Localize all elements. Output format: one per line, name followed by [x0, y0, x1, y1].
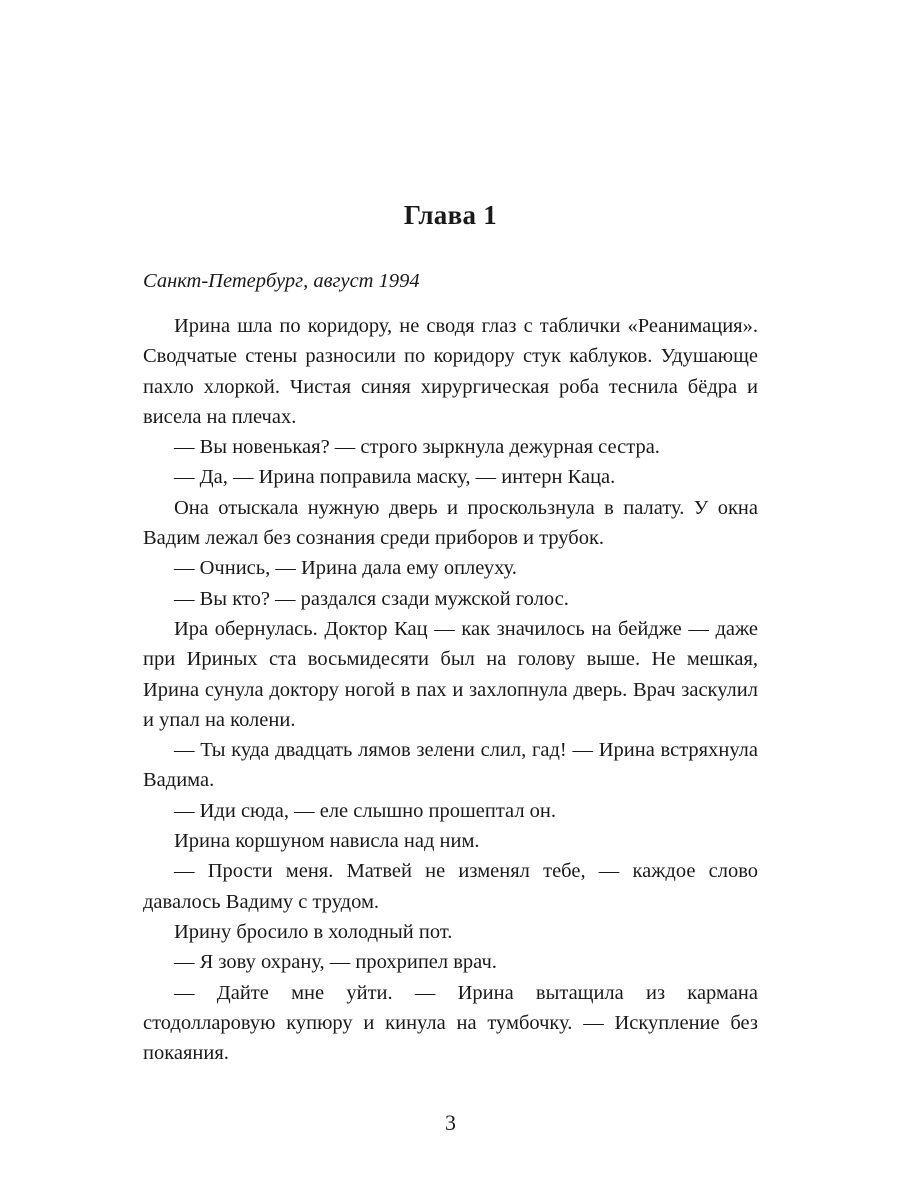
paragraph: Ира обернулась. Доктор Кац — как значилось на бейдже — даже при Ириных ста восьмидесяти был на голову выше. Не мешкая, Ирина сунула доктору ногой в пах и захлопнула дверь. Врач заскулил и упал на колени. — [143, 617, 758, 731]
paragraph: — Ты куда двадцать лямов зелени слил, гад! — Ирина встряхнула Вадима. — [143, 739, 758, 792]
paragraph: Ирина шла по коридору, не сводя глаз с таблички «Реанимация». Сводчатые стены разносили по коридору стук каблуков. Удушающе пахло хлоркой. Чистая синяя хирургическая роба теснила бёдра и висела на плечах. — [143, 315, 758, 428]
paragraph: — Дайте мне уйти. — Ирина вытащила из кармана стодолларовую купюру и кинула на тумбочку. — Искупление без покаяния. — [143, 981, 758, 1065]
paragraph: — Иди сюда, — еле слышно прошептал он. — [174, 799, 557, 822]
paragraph: — Да, — Ирина поправила маску, — интерн Каца. — [174, 466, 616, 489]
paragraph: Ирина коршуном нависла над ним. — [174, 830, 480, 853]
paragraph: — Вы кто? — раздался сзади мужской голос. — [174, 587, 569, 610]
paragraph: — Прости меня. Матвей не изменял тебе, — каждое слово давалось Вадиму с трудом. — [143, 860, 758, 913]
paragraph: — Вы новенькая? — строго зыркнула дежурная сестра. — [174, 436, 660, 459]
page-number: 3 — [445, 1110, 456, 1135]
chapter-title: Глава 1 — [403, 200, 498, 230]
paragraph: Она отыскала нужную дверь и проскользнула в палату. У окна Вадим лежал без сознания среди приборов и трубок. — [143, 496, 758, 550]
book-page — [143, 0, 758, 1200]
paragraph: — Я зову охрану, — прохрипел врач. — [174, 951, 497, 974]
paragraph: — Очнись, — Ирина дала ему оплеуху. — [174, 557, 517, 580]
chapter-place-date: Санкт-Петербург, август 1994 — [143, 270, 420, 292]
chapter-body — [143, 311, 758, 1068]
paragraph: Ирину бросило в холодный пот. — [174, 920, 453, 943]
